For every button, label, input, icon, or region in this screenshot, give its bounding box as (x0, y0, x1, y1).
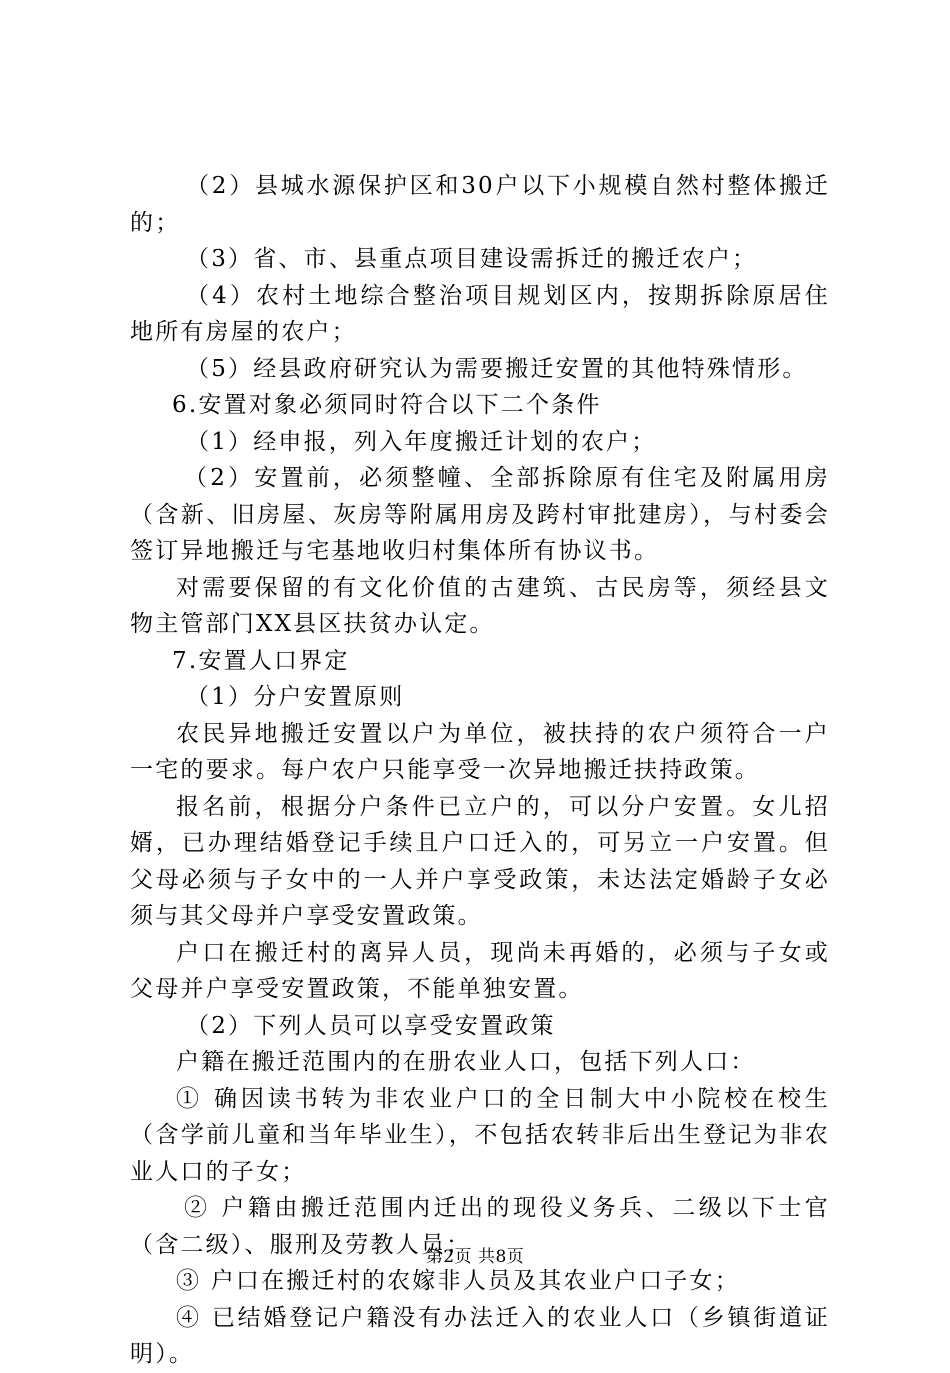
document-body (130, 168, 830, 1373)
paragraph: （2）县城水源保护区和30户以下小规模自然村整体搬迁的； (130, 173, 830, 236)
paragraph: 对需要保留的有文化价值的古建筑、古民房等，须经县文物主管部门XX县区扶贫办认定。 (130, 574, 830, 637)
paragraph: ④ 已结婚登记户籍没有办法迁入的农业人口（乡镇街道证明）。 (130, 1304, 830, 1367)
paragraph: （2）安置前，必须整幢、全部拆除原有住宅及附属用房（含新、旧房屋、灰房等附属用房及跨村审批建房），与村委会签订异地搬迁与宅基地收归村集体所有协议书。 (130, 465, 830, 564)
paragraph: ③ 户口在搬迁村的农嫁非人员及其农业户口子女； (176, 1268, 740, 1294)
page-footer: 第2页 共8页 (425, 1247, 525, 1267)
paragraph: 户口在搬迁村的离异人员，现尚未再婚的，必须与子女或父母并户享受安置政策，不能单独安置。 (130, 939, 830, 1002)
paragraph: 报名前，根据分户条件已立户的，可以分户安置。女儿招婿，已办理结婚登记手续且户口迁入的，可另立一户安置。但父母必须与子女中的一人并户享受政策，未达法定婚龄子女必须与其父母并户享受安置政策。 (130, 793, 830, 929)
paragraph: 农民异地搬迁安置以户为单位，被扶持的农户须符合一户一宅的要求。每户农户只能享受一次异地搬迁扶持政策。 (130, 720, 830, 783)
paragraph: （1）分户安置原则 (186, 684, 405, 710)
paragraph: （4）农村土地综合整治项目规划区内，按期拆除原居住地所有房屋的农户； (130, 282, 830, 345)
paragraph: 7.安置人口界定 (172, 647, 350, 674)
paragraph: 6.安置对象必须同时符合以下二个条件 (172, 392, 602, 418)
paragraph: ② 户籍由搬迁范围内迁出的现役义务兵、二级以下士官（含二级）、服刑及劳教人员； (130, 1195, 830, 1258)
paragraph: 户籍在搬迁范围内的在册农业人口，包括下列人口： (176, 1049, 756, 1075)
paragraph: （3）省、市、县重点项目建设需拆迁的搬迁农户； (186, 246, 758, 272)
paragraph: （5）经县政府研究认为需要搬迁安置的其他特殊情形。 (186, 355, 808, 382)
paragraph: ① 确因读书转为非农业户口的全日制大中小院校在校生（含学前儿童和当年毕业生），不包括农转非后出生登记为非农业人口的子女； (130, 1085, 830, 1185)
paragraph: （1）经申报，列入年度搬迁计划的农户； (186, 428, 657, 455)
paragraph: （2）下列人员可以享受安置政策 (186, 1012, 556, 1039)
